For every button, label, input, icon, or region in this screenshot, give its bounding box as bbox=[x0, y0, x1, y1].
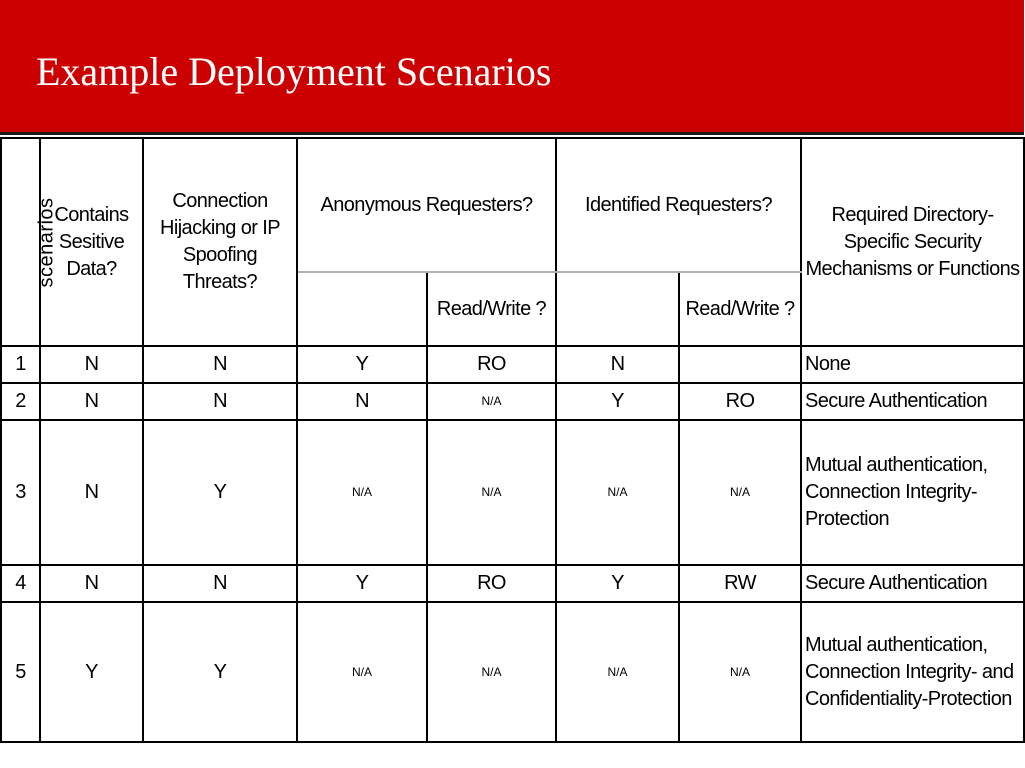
cell-required: Mutual authentication, Connection Integrity-Protection bbox=[801, 420, 1024, 565]
cell-required: Secure Authentication bbox=[801, 383, 1024, 420]
cell-required: Secure Authentication bbox=[801, 565, 1024, 602]
cell-contains: N bbox=[40, 565, 143, 602]
cell-ident: N bbox=[556, 346, 679, 383]
header-ident-rw: Read/Write ? bbox=[679, 272, 801, 346]
cell-ident: N/A bbox=[556, 602, 679, 742]
title-bar bbox=[0, 0, 1024, 135]
header-hijack: Connection Hijacking or IP Spoofing Threats? bbox=[143, 138, 297, 346]
cell-ident-rw: RW bbox=[679, 565, 801, 602]
header-anon: Anonymous Requesters? bbox=[297, 138, 556, 272]
header-anon-blank bbox=[297, 272, 427, 346]
cell-contains: N bbox=[40, 420, 143, 565]
cell-anon-rw: N/A bbox=[427, 602, 556, 742]
cell-anon: Y bbox=[297, 346, 427, 383]
cell-hijack: N bbox=[143, 346, 297, 383]
cell-anon-rw: RO bbox=[427, 346, 556, 383]
table-row bbox=[1, 383, 1024, 420]
header-ident: Identified Requesters? bbox=[556, 138, 801, 272]
cell-scenario: 1 bbox=[1, 346, 40, 383]
cell-ident: N/A bbox=[556, 420, 679, 565]
cell-contains: N bbox=[40, 346, 143, 383]
header-contains: Contains Sesitive Data? bbox=[40, 138, 143, 346]
cell-ident: Y bbox=[556, 383, 679, 420]
header-required: Required Directory-Specific Security Mechanisms or Functions bbox=[801, 138, 1024, 346]
cell-hijack: N bbox=[143, 565, 297, 602]
cell-scenario: 4 bbox=[1, 565, 40, 602]
cell-hijack: N bbox=[143, 383, 297, 420]
cell-anon: N/A bbox=[297, 420, 427, 565]
cell-ident-rw: N/A bbox=[679, 420, 801, 565]
table-row bbox=[1, 346, 1024, 383]
cell-ident-rw: RO bbox=[679, 383, 801, 420]
cell-ident-rw bbox=[679, 346, 801, 383]
table-row bbox=[1, 602, 1024, 742]
cell-anon: Y bbox=[297, 565, 427, 602]
header-anon-rw: Read/Write ? bbox=[427, 272, 556, 346]
cell-hijack: Y bbox=[143, 420, 297, 565]
table-row bbox=[1, 420, 1024, 565]
cell-anon: N/A bbox=[297, 602, 427, 742]
cell-anon-rw: N/A bbox=[427, 383, 556, 420]
table-row bbox=[1, 565, 1024, 602]
slide-title: Example Deployment Scenarios bbox=[36, 49, 552, 94]
scenarios-table bbox=[0, 137, 1025, 743]
cell-anon: N bbox=[297, 383, 427, 420]
cell-contains: Y bbox=[40, 602, 143, 742]
cell-scenario: 3 bbox=[1, 420, 40, 565]
header-scenarios bbox=[1, 138, 58, 346]
cell-ident: Y bbox=[556, 565, 679, 602]
cell-required: Mutual authentication, Connection Integrity- and Confidentiality-Protection bbox=[801, 602, 1024, 742]
cell-contains: N bbox=[40, 383, 143, 420]
cell-hijack: Y bbox=[143, 602, 297, 742]
header-ident-blank bbox=[556, 272, 679, 346]
header-scenarios-label: scenarios bbox=[35, 196, 58, 288]
cell-ident-rw: N/A bbox=[679, 602, 801, 742]
cell-anon-rw: RO bbox=[427, 565, 556, 602]
cell-required: None bbox=[801, 346, 1024, 383]
cell-anon-rw: N/A bbox=[427, 420, 556, 565]
cell-scenario: 5 bbox=[1, 602, 40, 742]
cell-scenario: 2 bbox=[1, 383, 40, 420]
